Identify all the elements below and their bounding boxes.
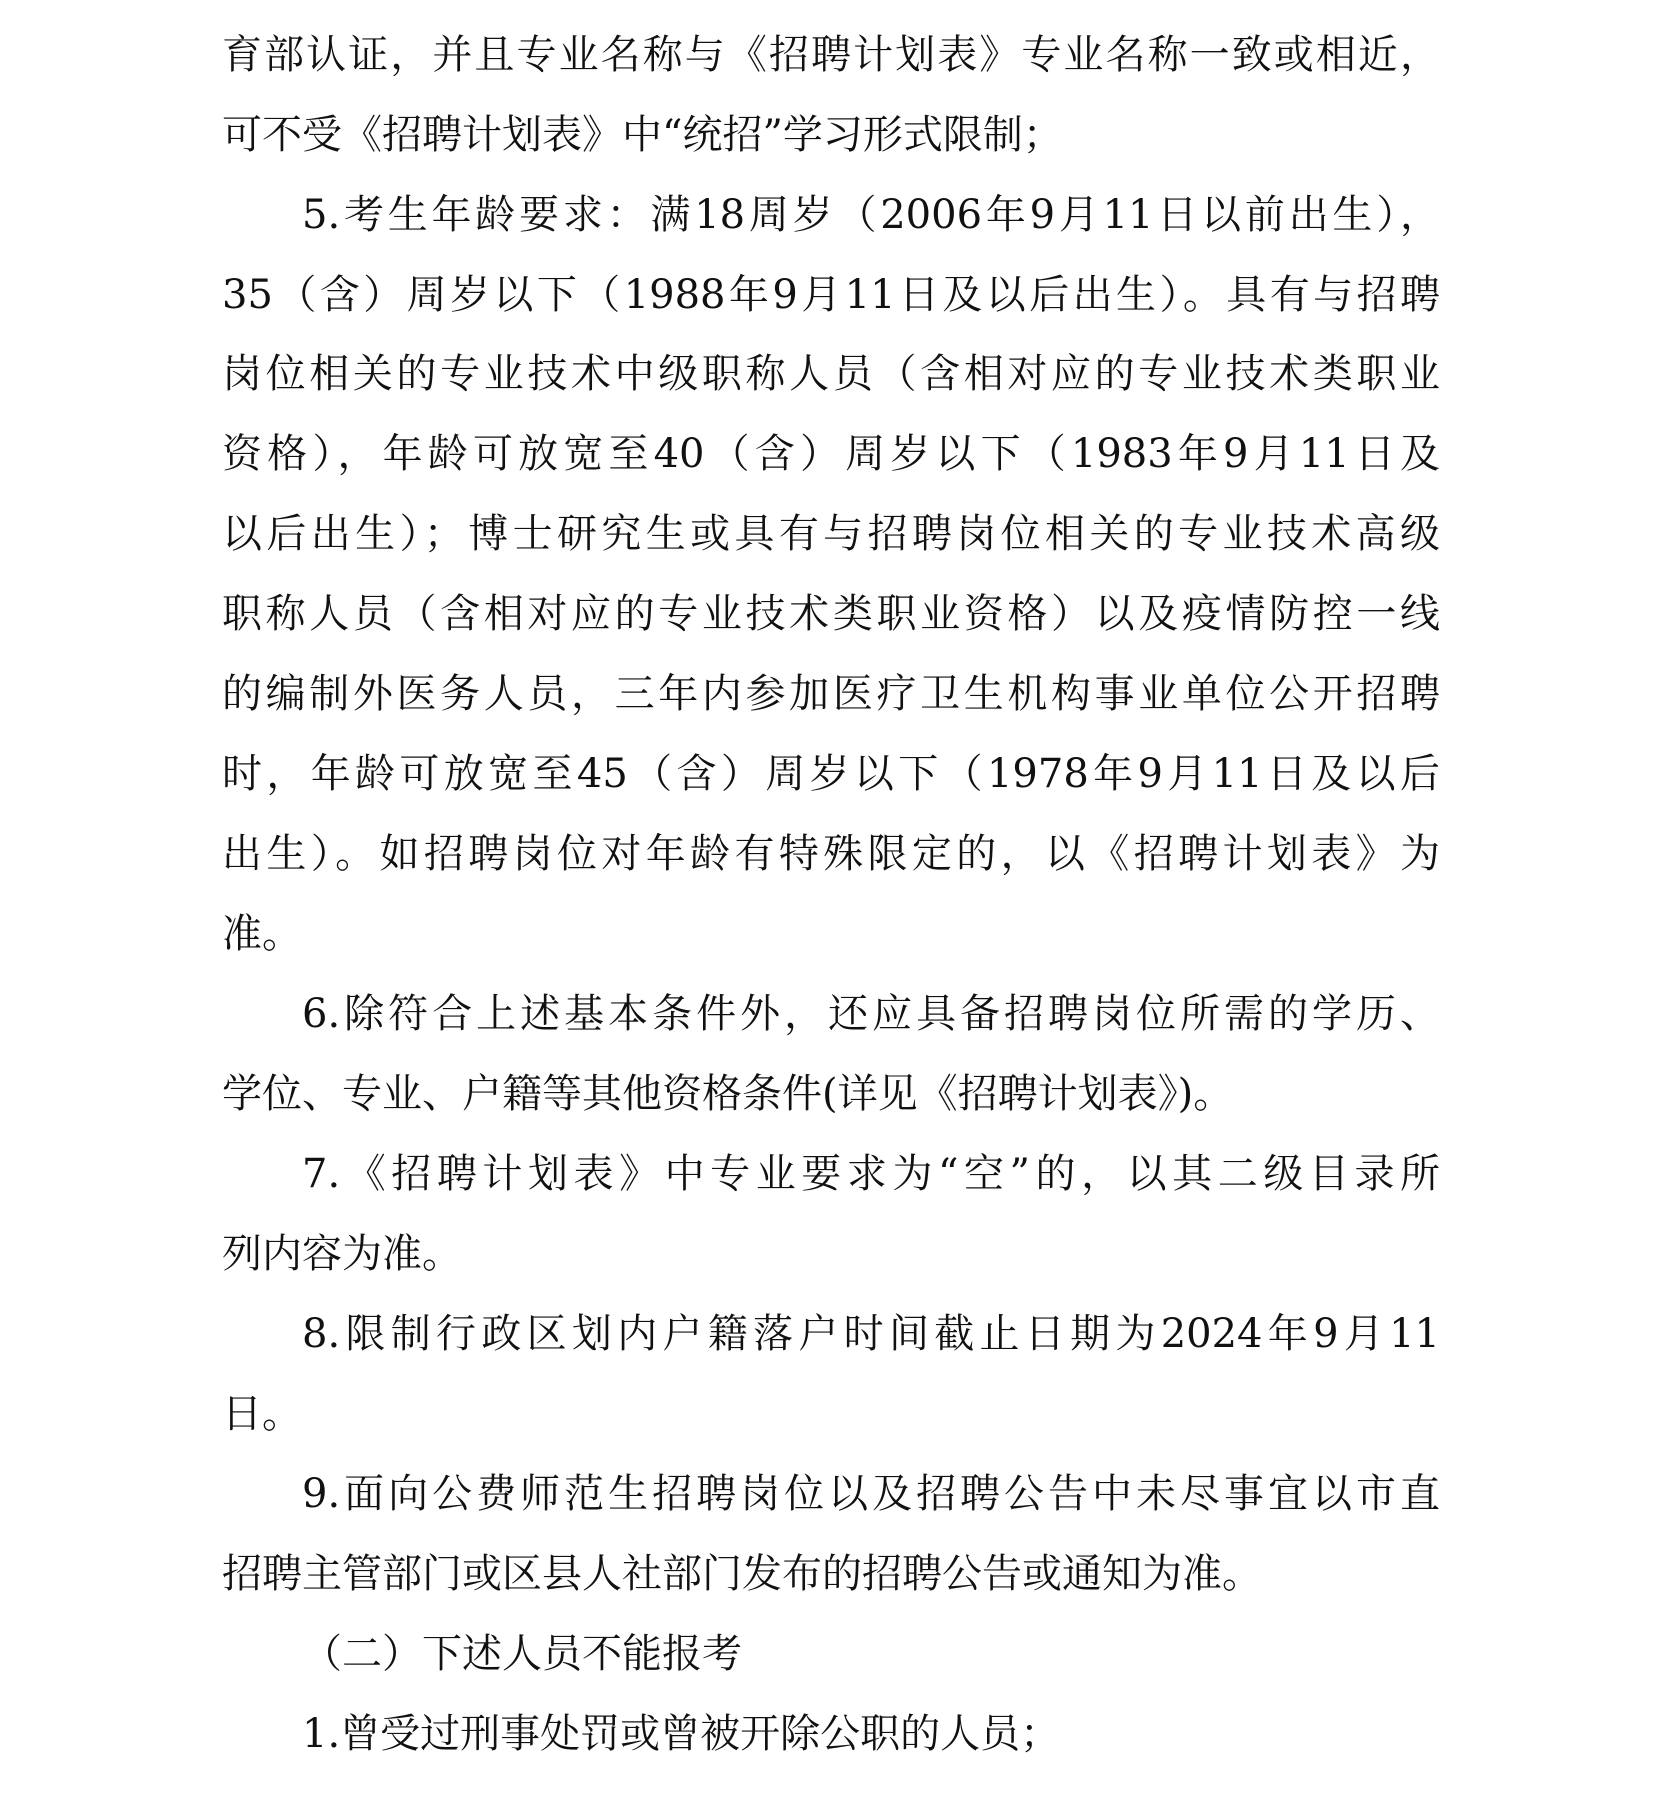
- text-line: 1.曾受过刑事处罚或曾被开除公职的人员；: [302, 1711, 1061, 1757]
- text-line: 招聘主管部门或区县人社部门发布的招聘公告或通知为准。: [222, 1551, 1262, 1597]
- text-line: 育部认证，并且专业名称与《招聘计划表》专业名称一致或相近，: [222, 32, 1440, 78]
- text-line: 资格），年龄可放宽至40（含）周岁以下（1983年9月11日及: [222, 431, 1440, 477]
- text-line: 以后出生）；博士研究生或具有与招聘岗位相关的专业技术高级: [222, 511, 1440, 557]
- text-line: 学位、专业、户籍等其他资格条件(详见《招聘计划表》)。: [222, 1071, 1234, 1117]
- text-line: 的编制外医务人员，三年内参加医疗卫生机构事业单位公开招聘: [222, 671, 1440, 717]
- text-line: 日。: [222, 1391, 302, 1437]
- section-heading: （二）下述人员不能报考: [302, 1631, 742, 1677]
- text-line: 出生）。如招聘岗位对年龄有特殊限定的，以《招聘计划表》为: [222, 831, 1440, 877]
- text-line: 8.限制行政区划内户籍落户时间截止日期为2024年9月11: [302, 1311, 1440, 1357]
- text-line: 6.除符合上述基本条件外，还应具备招聘岗位所需的学历、: [302, 991, 1440, 1037]
- text-line: 职称人员（含相对应的专业技术类职业资格）以及疫情防控一线: [222, 591, 1440, 637]
- text-line: 可不受《招聘计划表》中“统招”学习形式限制；: [222, 112, 1063, 158]
- text-line: 时，年龄可放宽至45（含）周岁以下（1978年9月11日及以后: [222, 751, 1440, 797]
- text-line: 35（含）周岁以下（1988年9月11日及以后出生）。具有与招聘: [222, 272, 1440, 318]
- text-line: 7.《招聘计划表》中专业要求为“空”的，以其二级目录所: [302, 1151, 1440, 1197]
- text-line: 5.考生年龄要求：满18周岁（2006年9月11日以前出生），: [302, 192, 1440, 238]
- text-line: 9.面向公费师范生招聘岗位以及招聘公告中未尽事宜以市直: [302, 1471, 1440, 1517]
- text-line: 准。: [222, 911, 302, 957]
- text-line: 列内容为准。: [222, 1231, 462, 1277]
- text-line: 岗位相关的专业技术中级职称人员（含相对应的专业技术类职业: [222, 351, 1440, 397]
